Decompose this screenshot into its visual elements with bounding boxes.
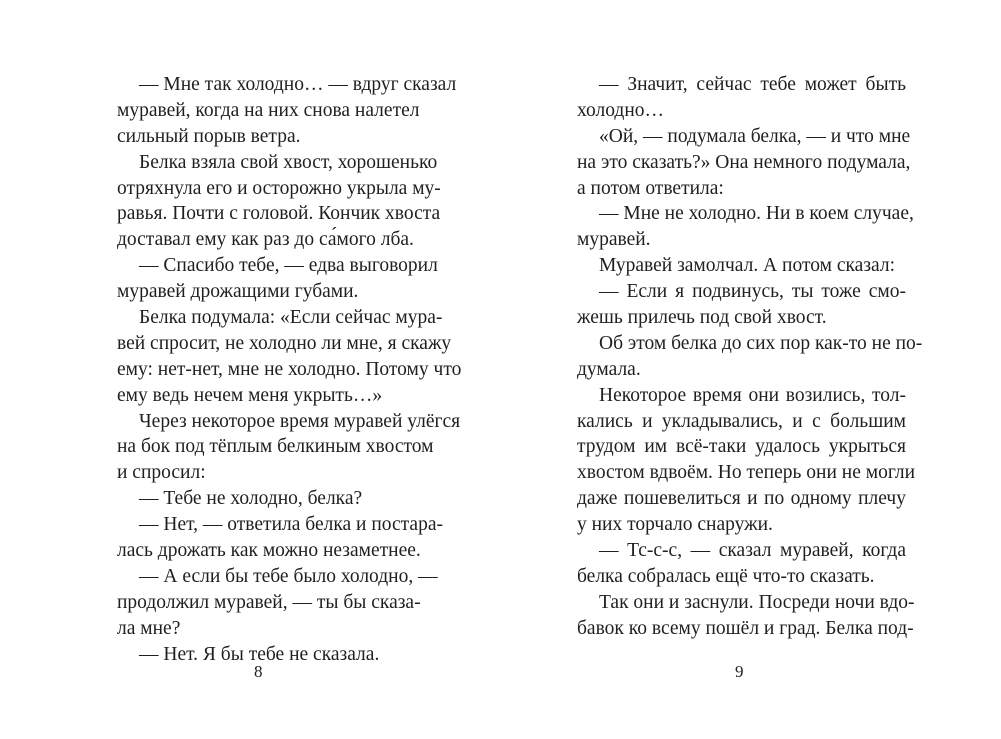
text-line: даже пошевелиться и по одному плечу (577, 488, 906, 510)
text-line: — А если бы тебе было холодно, — (139, 565, 438, 587)
text-line: вей спросит, не холодно ли мне, я скажу (117, 332, 452, 354)
text-line: отряхнула его и осторожно укрыла му- (117, 177, 441, 199)
text-line: жешь прилечь под свой хвост. (577, 307, 827, 329)
text-line: белка собралась ещё что-то сказать. (577, 565, 875, 587)
text-line: доставал ему как раз до са́мого лба. (117, 229, 414, 251)
text-line: ему ведь нечем меня укрыть…» (117, 384, 383, 406)
text-line: — Мне не холодно. Ни в коем случае, (599, 203, 914, 225)
text-line: равья. Почти с головой. Кончик хвоста (117, 203, 441, 225)
text-line: на бок под тёплым белкиным хвостом (117, 436, 434, 458)
text-line: думала. (577, 358, 641, 380)
text-line: и спросил: (117, 462, 206, 484)
text-line: — Тс-с-с, — сказал муравей, когда (599, 540, 906, 562)
text-line: Через некоторое время муравей улёгся (139, 410, 461, 432)
text-line: хвостом вдвоём. Но теперь они не могли (577, 462, 916, 484)
page-number-left: 8 (254, 662, 263, 681)
text-line: кались и укладывались, и с большим (577, 410, 906, 432)
text-line: — Нет, — ответила белка и постара- (139, 514, 443, 536)
text-line: — Если я подвинусь, ты тоже смо- (599, 281, 906, 303)
text-line: Некоторое время они возились, тол- (599, 384, 906, 406)
text-line: — Нет. Я бы тебе не сказала. (139, 643, 380, 665)
text-line: Так они и заснули. Посреди ночи вдо- (599, 591, 915, 613)
text-line: муравей, когда на них снова налетел (117, 99, 420, 121)
text-line: лась дрожать как можно незаметнее. (117, 540, 421, 562)
text-line: — Значит, сейчас тебе может быть (599, 74, 906, 95)
text-line: Муравей замолчал. А потом сказал: (599, 255, 896, 277)
text-line: — Тебе не холодно, белка? (139, 488, 363, 510)
text-line: продолжил муравей, — ты бы сказа- (117, 591, 421, 613)
text-line: ла мне? (117, 617, 181, 639)
text-line: — Мне так холодно… — вдруг сказал (139, 74, 457, 95)
right-page-text (577, 72, 923, 642)
text-line: трудом им всё-таки удалось укрыться (577, 436, 906, 458)
text-line: Белка взяла свой хвост, хорошенько (139, 151, 438, 173)
text-line: сильный порыв ветра. (117, 125, 301, 147)
text-line: бавок ко всему пошёл и град. Белка под- (577, 617, 914, 639)
text-line: муравей. (577, 229, 651, 251)
text-line: ему: нет-нет, мне не холодно. Потому что (117, 358, 462, 380)
text-line: а потом ответила: (577, 177, 724, 199)
text-line: холодно… (577, 99, 665, 121)
text-line: муравей дрожащими губами. (117, 281, 359, 303)
left-page-text (117, 72, 462, 667)
text-line: Белка подумала: «Если сейчас мура- (139, 307, 443, 329)
text-line: на это сказать?» Она немного подумала, (577, 151, 911, 173)
text-line: у них торчало снаружи. (577, 514, 773, 536)
page-number-right: 9 (735, 662, 744, 681)
text-line: Об этом белка до сих пор как-то не по- (599, 332, 923, 354)
text-line: — Спасибо тебе, — едва выговорил (139, 255, 438, 277)
text-line: «Ой, — подумала белка, — и что мне (599, 125, 911, 147)
